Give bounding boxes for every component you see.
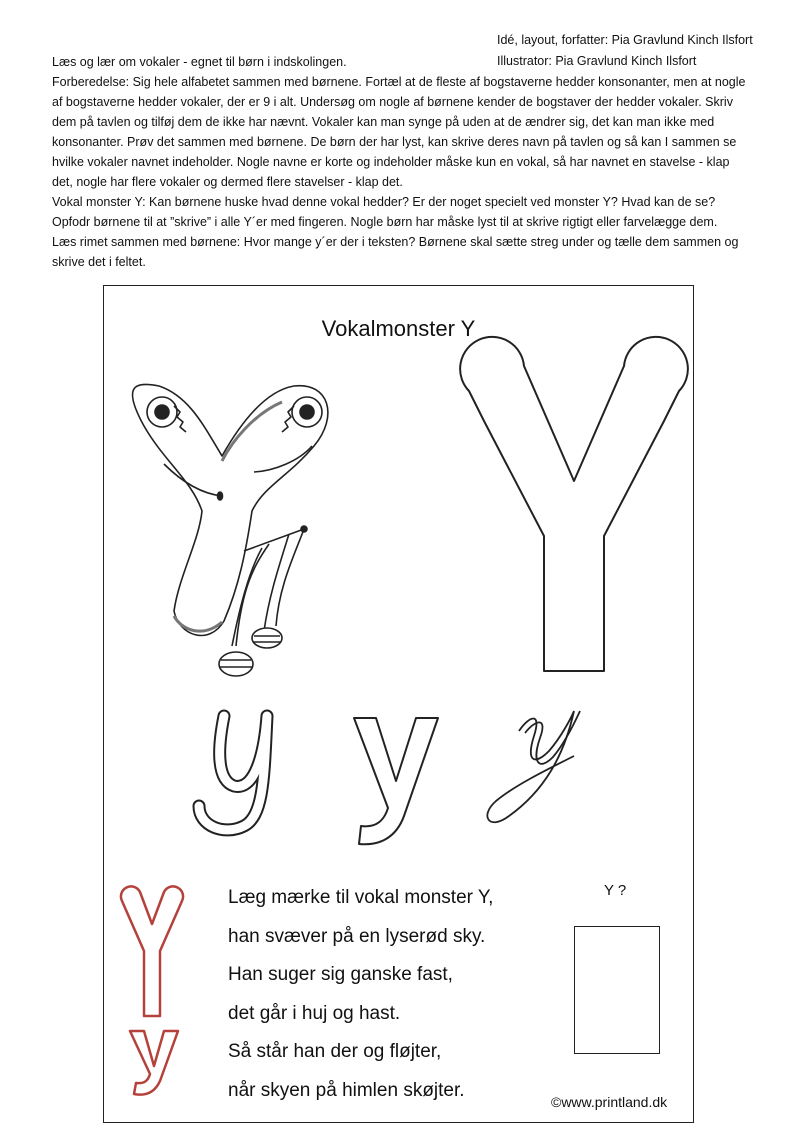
- poem-line: når skyen på himlen skøjter.: [228, 1079, 465, 1101]
- illustrator-credit: Illustrator: Pia Gravlund Kinch Ilsfort: [497, 54, 697, 68]
- monster-y-illustration: [132, 384, 327, 676]
- sheet-title: Vokalmonster Y: [321, 316, 476, 341]
- big-outline-y: [460, 337, 688, 671]
- small-red-y: [121, 886, 183, 1016]
- intro-rhyme: Læs rimet sammen med børnene: Hvor mange y´er der i teksten? Børnene skal sætte streg under og tælle dem sammen og skrive det i feltet.: [52, 235, 739, 269]
- small-red-lowercase-y: [130, 1031, 178, 1095]
- intro-monster: Vokal monster Y: Kan børnene huske hvad denne vokal hedder? Er der noget specielt ved monster Y? Hvad kan de se?: [52, 195, 716, 209]
- intro-text: [52, 52, 752, 272]
- fuzzy-lowercase-y: [199, 716, 267, 830]
- poem: [228, 879, 493, 1110]
- author-credit: Idé, layout, forfatter: Pia Gravlund Kinch Ilsfort: [497, 33, 753, 47]
- cursive-lowercase-y: [487, 711, 580, 822]
- intro-trace: Opfodr børnene til at ”skrive” i alle Y´er med fingeren. Nogle børn har måske lyst til at skrive rigtigt eller farvelægge dem.: [52, 215, 718, 229]
- poem-line: Så står han der og fløjter,: [228, 1041, 442, 1062]
- worksheet: [103, 285, 694, 1123]
- poem-line: Læg mærke til vokal monster Y,: [228, 887, 494, 908]
- copyright: ©www.printland.dk: [551, 1094, 668, 1110]
- count-answer-box[interactable]: [574, 926, 660, 1054]
- block-lowercase-y: [354, 718, 438, 844]
- intro-preparation: Forberedelse: Sig hele alfabetet sammen med børnene. Fortæl at de fleste af bogstaverne hedder konsonanter, men at nogle af bogstaverne hedder vokaler, der er 9 i alt. Undersøg om nogle af børnene kender de bogstaver der hedder vokaler. Skriv dem på tavlen og tilføj dem de ikke har nævnt. Vokaler kan man synge på uden at de ændrer sig, det kan man ikke med konsonanter. Prøv det sammen med børnene. De børn der har lyst, kan skrive deres navn på tavlen og så kan I sammen se hvilke vokaler navnet indeholder. Nogle navne er korte og indeholder måske kun en vokal, så har navnet en stavelse - klap det, nogle har flere vokaler og dermed flere stavelser - klap det.: [52, 75, 746, 189]
- poem-line: han svæver på en lyserød sky.: [228, 925, 486, 947]
- poem-line: Han suger sig ganske fast,: [228, 964, 453, 985]
- intro-line: Læs og lær om vokaler - egnet til børn i indskolingen.: [52, 55, 347, 69]
- poem-line: det går i huj og hast.: [228, 1002, 401, 1024]
- count-label: Y ?: [604, 882, 627, 899]
